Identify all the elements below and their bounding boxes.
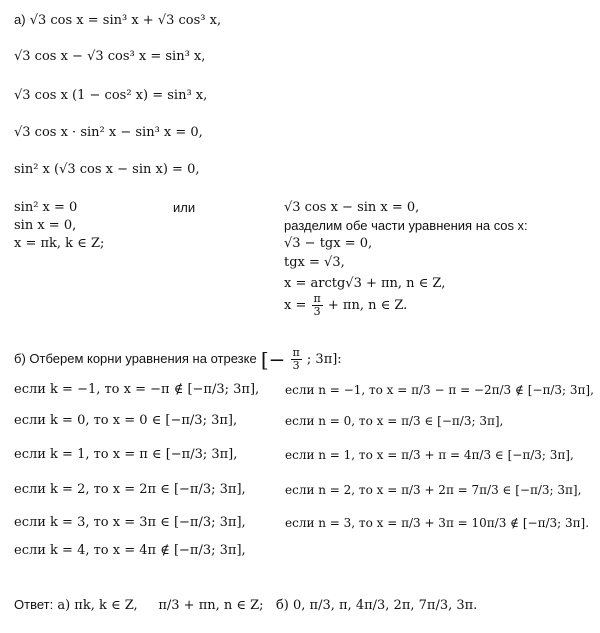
left-row-4: если k = 2, то x = 2π ∈ [−π/3; 3π], (14, 482, 246, 497)
part-b-heading: б) Отберем корни уравнения на отрезке [− $\frac{\pi}{3}$ ; 3π]: (14, 346, 342, 372)
right-row-2: если n = 0, то x = π/3 ∈ [−π/3; 3π], (285, 414, 504, 428)
step-1-text: √3 cos x = sin³ x + √3 cos³ x, (29, 13, 222, 28)
step-1 (14, 12, 221, 29)
fraction: $\frac{\pi}{3}$ (313, 292, 321, 318)
or-word: или (173, 200, 196, 215)
step-3: √3 cos x (1 − cos² x) = sin³ x, (14, 88, 208, 103)
step-2: √3 cos x − √3 cos³ x = sin³ x, (14, 49, 206, 64)
right-row-5: если n = 3, то x = π/3 + 3π = 10π/3 ∉ [−π/3; 3π]. (285, 516, 590, 530)
right-case-4: tgx = √3, (284, 255, 345, 270)
part-a-label: а) (14, 12, 26, 27)
answer-label: Ответ: (14, 597, 54, 612)
right-row-1: если n = −1, то x = π/3 − π = −2π/3 ∉ [−π/3; 3π], (285, 383, 594, 397)
right-row-4: если n = 2, то x = π/3 + 2π = 7π/3 ∈ [−π/3; 3π], (285, 483, 582, 497)
answer-b: б) 0, π/3, π, 4π/3, 2π, 7π/3, 3π. (275, 598, 478, 613)
left-case-3: x = πk, k ∈ Z; (14, 236, 105, 251)
right-case-2: разделим обе части уравнения на cos x: (284, 218, 528, 233)
right-case-3: √3 − tgx = 0, (284, 236, 373, 251)
answer-line (14, 597, 477, 614)
left-row-6: если k = 4, то x = 4π ∉ [−π/3; 3π], (14, 543, 246, 558)
left-case-1: sin² x = 0 (14, 200, 78, 215)
left-row-3: если k = 1, то x = π ∈ [−π/3; 3π], (14, 447, 238, 462)
left-row-5: если k = 3, то x = 3π ∈ [−π/3; 3π], (14, 515, 246, 530)
right-case-5: x = arctg√3 + πn, n ∈ Z, (284, 276, 446, 291)
right-row-3: если n = 1, то x = π/3 + π = 4π/3 ∈ [−π/3; 3π], (285, 448, 574, 462)
left-case-2: sin x = 0, (14, 218, 77, 233)
step-5: sin² x (√3 cos x − sin x) = 0, (14, 162, 200, 177)
right-case-1: √3 cos x − sin x = 0, (284, 200, 420, 215)
right-case-final: x = $\frac{\pi}{3}$ + πn, n ∈ Z. (284, 292, 408, 318)
answer-a: а) πk, k ∈ Z, (57, 598, 138, 613)
answer-a2: π/3 + πn, n ∈ Z; (158, 598, 264, 613)
step-4: √3 cos x · sin² x − sin³ x = 0, (14, 125, 203, 140)
left-row-2: если k = 0, то x = 0 ∈ [−π/3; 3π], (14, 413, 238, 428)
left-row-1: если k = −1, то x = −π ∉ [−π/3; 3π], (14, 382, 260, 397)
